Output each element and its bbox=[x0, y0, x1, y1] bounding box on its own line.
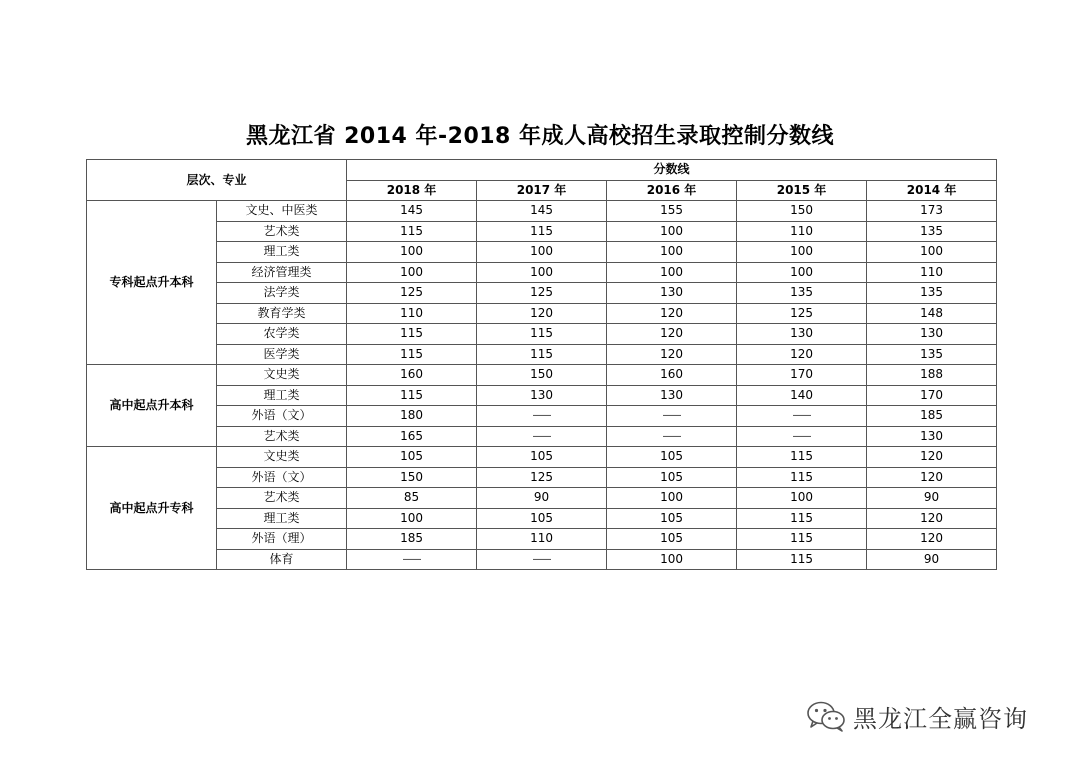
score-cell: 115 bbox=[737, 447, 867, 468]
score-cell: 100 bbox=[737, 242, 867, 263]
score-cell: 170 bbox=[867, 385, 997, 406]
score-cell: 115 bbox=[477, 344, 607, 365]
score-cell: —— bbox=[737, 426, 867, 447]
score-cell: 150 bbox=[347, 467, 477, 488]
table-row bbox=[87, 283, 997, 304]
score-cell: 105 bbox=[607, 508, 737, 529]
score-cell: 173 bbox=[867, 201, 997, 222]
year-header: 2015 年 bbox=[737, 180, 867, 201]
year-header: 2017 年 bbox=[477, 180, 607, 201]
score-cell: 120 bbox=[607, 324, 737, 345]
score-cell: 170 bbox=[737, 365, 867, 386]
score-cell: 110 bbox=[477, 529, 607, 550]
major-cell: 艺术类 bbox=[217, 488, 347, 509]
table-row bbox=[87, 303, 997, 324]
score-cell: —— bbox=[737, 406, 867, 427]
score-cell: 100 bbox=[477, 242, 607, 263]
score-cell: 100 bbox=[607, 488, 737, 509]
table-row bbox=[87, 385, 997, 406]
document-title: 黑龙江省 2014 年-2018 年成人高校招生录取控制分数线 bbox=[245, 124, 835, 149]
level-cell: 高中起点升专科 bbox=[87, 447, 217, 570]
score-cell: 130 bbox=[867, 324, 997, 345]
score-cell: 180 bbox=[347, 406, 477, 427]
year-header: 2018 年 bbox=[347, 180, 477, 201]
score-cell: 130 bbox=[607, 283, 737, 304]
table-row bbox=[87, 447, 997, 468]
table-row bbox=[87, 201, 997, 222]
table-row bbox=[87, 242, 997, 263]
score-cell: 188 bbox=[867, 365, 997, 386]
major-cell: 体育 bbox=[217, 549, 347, 570]
score-cell: —— bbox=[477, 426, 607, 447]
major-cell: 理工类 bbox=[217, 385, 347, 406]
major-cell: 艺术类 bbox=[217, 426, 347, 447]
score-cell: 125 bbox=[477, 283, 607, 304]
major-cell: 理工类 bbox=[217, 242, 347, 263]
score-cell: —— bbox=[477, 406, 607, 427]
score-cell: 115 bbox=[737, 467, 867, 488]
score-cell: 130 bbox=[477, 385, 607, 406]
score-cell: 115 bbox=[477, 324, 607, 345]
score-cell: 115 bbox=[347, 344, 477, 365]
header-row-top bbox=[87, 160, 997, 181]
major-cell: 教育学类 bbox=[217, 303, 347, 324]
score-cell: 140 bbox=[737, 385, 867, 406]
table-row bbox=[87, 488, 997, 509]
score-cell: —— bbox=[347, 549, 477, 570]
major-cell: 艺术类 bbox=[217, 221, 347, 242]
score-cell: 125 bbox=[737, 303, 867, 324]
major-cell: 文史、中医类 bbox=[217, 201, 347, 222]
score-cell: 100 bbox=[347, 262, 477, 283]
score-cell: 100 bbox=[737, 488, 867, 509]
score-cell: 115 bbox=[737, 529, 867, 550]
major-cell: 文史类 bbox=[217, 447, 347, 468]
level-cell: 高中起点升本科 bbox=[87, 365, 217, 447]
score-cell: 120 bbox=[477, 303, 607, 324]
score-cell: 135 bbox=[867, 283, 997, 304]
table-body bbox=[87, 201, 997, 570]
level-major-header: 层次、专业 bbox=[87, 160, 347, 201]
score-cell: 115 bbox=[347, 385, 477, 406]
major-cell: 理工类 bbox=[217, 508, 347, 529]
year-header: 2016 年 bbox=[607, 180, 737, 201]
score-cell: 105 bbox=[607, 467, 737, 488]
score-cell: 135 bbox=[737, 283, 867, 304]
score-cell: —— bbox=[607, 426, 737, 447]
major-cell: 文史类 bbox=[217, 365, 347, 386]
major-cell: 经济管理类 bbox=[217, 262, 347, 283]
score-cell: 130 bbox=[737, 324, 867, 345]
score-cell: 100 bbox=[737, 262, 867, 283]
major-cell: 医学类 bbox=[217, 344, 347, 365]
score-cell: 165 bbox=[347, 426, 477, 447]
score-cell: 135 bbox=[867, 344, 997, 365]
score-cell: 145 bbox=[477, 201, 607, 222]
score-cell: 90 bbox=[867, 488, 997, 509]
score-cell: 105 bbox=[477, 447, 607, 468]
table-row bbox=[87, 262, 997, 283]
score-cell: 120 bbox=[867, 508, 997, 529]
score-cell: 160 bbox=[347, 365, 477, 386]
score-cell: 155 bbox=[607, 201, 737, 222]
score-cell: 115 bbox=[477, 221, 607, 242]
score-cell: 160 bbox=[607, 365, 737, 386]
table-row bbox=[87, 508, 997, 529]
major-cell: 农学类 bbox=[217, 324, 347, 345]
table-row bbox=[87, 529, 997, 550]
score-cell: —— bbox=[477, 549, 607, 570]
score-cell: 100 bbox=[477, 262, 607, 283]
score-cell: 185 bbox=[347, 529, 477, 550]
score-cell: 150 bbox=[737, 201, 867, 222]
score-cell: 130 bbox=[607, 385, 737, 406]
table-row bbox=[87, 426, 997, 447]
score-table bbox=[86, 159, 997, 570]
score-cell: 105 bbox=[347, 447, 477, 468]
score-cell: 115 bbox=[347, 221, 477, 242]
table-row bbox=[87, 549, 997, 570]
major-cell: 外语（文） bbox=[217, 467, 347, 488]
score-line-header: 分数线 bbox=[347, 160, 997, 181]
score-cell: 125 bbox=[477, 467, 607, 488]
score-cell: 120 bbox=[867, 467, 997, 488]
level-cell: 专科起点升本科 bbox=[87, 201, 217, 365]
major-cell: 外语（理） bbox=[217, 529, 347, 550]
score-cell: —— bbox=[607, 406, 737, 427]
table-row bbox=[87, 365, 997, 386]
score-cell: 100 bbox=[607, 549, 737, 570]
table-row bbox=[87, 467, 997, 488]
score-cell: 135 bbox=[867, 221, 997, 242]
score-cell: 115 bbox=[737, 508, 867, 529]
score-cell: 120 bbox=[867, 529, 997, 550]
score-cell: 130 bbox=[867, 426, 997, 447]
watermark-text: 黑龙江全赢咨询 bbox=[853, 704, 1028, 733]
score-cell: 120 bbox=[607, 344, 737, 365]
score-cell: 85 bbox=[347, 488, 477, 509]
watermark bbox=[805, 699, 1028, 733]
table-row bbox=[87, 344, 997, 365]
score-cell: 115 bbox=[347, 324, 477, 345]
score-cell: 120 bbox=[867, 447, 997, 468]
score-cell: 100 bbox=[607, 221, 737, 242]
major-cell: 外语（文） bbox=[217, 406, 347, 427]
score-cell: 90 bbox=[867, 549, 997, 570]
score-cell: 90 bbox=[477, 488, 607, 509]
score-cell: 125 bbox=[347, 283, 477, 304]
score-cell: 100 bbox=[867, 242, 997, 263]
wechat-icon bbox=[805, 699, 847, 733]
score-cell: 110 bbox=[737, 221, 867, 242]
score-cell: 105 bbox=[477, 508, 607, 529]
score-cell: 115 bbox=[737, 549, 867, 570]
score-cell: 148 bbox=[867, 303, 997, 324]
year-header: 2014 年 bbox=[867, 180, 997, 201]
score-cell: 120 bbox=[737, 344, 867, 365]
score-cell: 120 bbox=[607, 303, 737, 324]
score-cell: 105 bbox=[607, 447, 737, 468]
score-cell: 100 bbox=[607, 262, 737, 283]
score-cell: 100 bbox=[347, 242, 477, 263]
score-cell: 105 bbox=[607, 529, 737, 550]
score-cell: 185 bbox=[867, 406, 997, 427]
score-cell: 100 bbox=[607, 242, 737, 263]
score-cell: 145 bbox=[347, 201, 477, 222]
major-cell: 法学类 bbox=[217, 283, 347, 304]
table-row bbox=[87, 406, 997, 427]
score-cell: 150 bbox=[477, 365, 607, 386]
table-row bbox=[87, 221, 997, 242]
score-cell: 110 bbox=[867, 262, 997, 283]
table-row bbox=[87, 324, 997, 345]
score-cell: 100 bbox=[347, 508, 477, 529]
score-cell: 110 bbox=[347, 303, 477, 324]
